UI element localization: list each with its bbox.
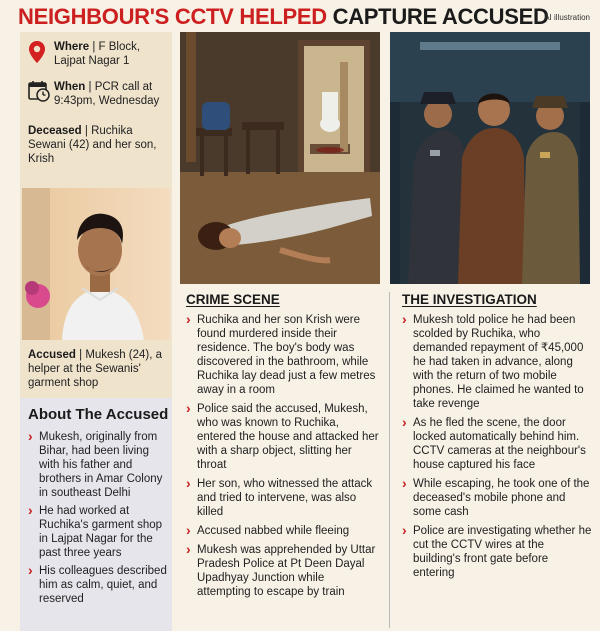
about-accused-box [20,398,172,631]
where-label: Where [54,41,90,53]
list-item: › He had worked at Ruchika's garment shop in Lajpat Nagar for the past three years [28,504,170,560]
where-text: Where | F Block, Lajpat Nagar 1 [54,41,141,67]
list-item: › His colleagues described him as calm, quiet, and reserved [28,564,170,606]
list-item: › Accused nabbed while fleeing [186,524,381,538]
headline-dark: CAPTURE ACCUSED [332,4,549,29]
accused-label: Accused [28,349,76,361]
list-item: › Mukesh, originally from Bihar, had been living with his father and brothers in Amar Colony in southeast Delhi [28,430,170,500]
when-value: PCR call at 9:43pm, Wednesday [54,81,160,107]
headline [18,4,549,30]
list-item: › Police said the accused, Mukesh, who was known to Ruchika, entered the house and attacked her with a sharp object, slitting her throat [186,402,381,472]
list-item: › Ruchika and her son Krish were found murdered inside their residence. The boy's body was discovered in the bathroom, while Ruchika lay dead just a few metres away in a room [186,313,381,397]
investigation-title: THE INVESTIGATION [402,292,537,307]
crime-scene-section [186,292,381,604]
crime-scene-illustration [180,32,380,284]
deceased-value: Ruchika Sewani (42) and her son, Krish [28,125,157,165]
about-title: About The Accused [28,406,169,423]
deceased-text: Deceased | Ruchika Sewani (42) and her son, Krish [28,125,157,165]
headline-red: NEIGHBOUR'S CCTV HELPED [18,4,327,29]
about-list [28,430,170,610]
location-pin-icon [28,40,46,64]
list-item: › Mukesh was apprehended by Uttar Pradesh Police at Pt Deen Dayal Upadhyay Junction while attempting to escape by train [186,543,381,599]
arrest-illustration [390,32,590,284]
deceased-label: Deceased [28,125,82,137]
ai-illustration-note: AI illustration [544,13,590,22]
accused-value: Mukesh (24), a helper at the Sewanis' garment shop [28,349,163,389]
list-item: › While escaping, he took one of the deceased's mobile phone and some cash [402,477,592,519]
list-item: › Mukesh told police he had been scolded by Ruchika, who demanded repayment of ₹45,000 he had taken in advance, along with the return of two mobile phones. He claimed he wanted to take revenge [402,313,592,411]
calendar-clock-icon [28,80,50,102]
investigation-section [402,292,592,585]
when-label: When [54,81,86,93]
list-item: › Police are investigating whether he cut the CCTV wires at the building's front gate before entering [402,524,592,580]
list-item: › As he fled the scene, the door locked automatically behind him. CCTV cameras at the neighbour's house captured his face [402,416,592,472]
headline-bar [0,0,600,34]
when-text: When | PCR call at 9:43pm, Wednesday [54,81,160,107]
accused-photo [20,188,172,340]
crime-scene-title: CRIME SCENE [186,292,280,307]
where-value: F Block, Lajpat Nagar 1 [54,41,141,67]
column-divider [389,292,390,628]
list-item: › Her son, who witnessed the attack and tried to intervene, was also killed [186,477,381,519]
accused-text: Accused | Mukesh (24), a helper at the Sewanis' garment shop [28,349,163,389]
